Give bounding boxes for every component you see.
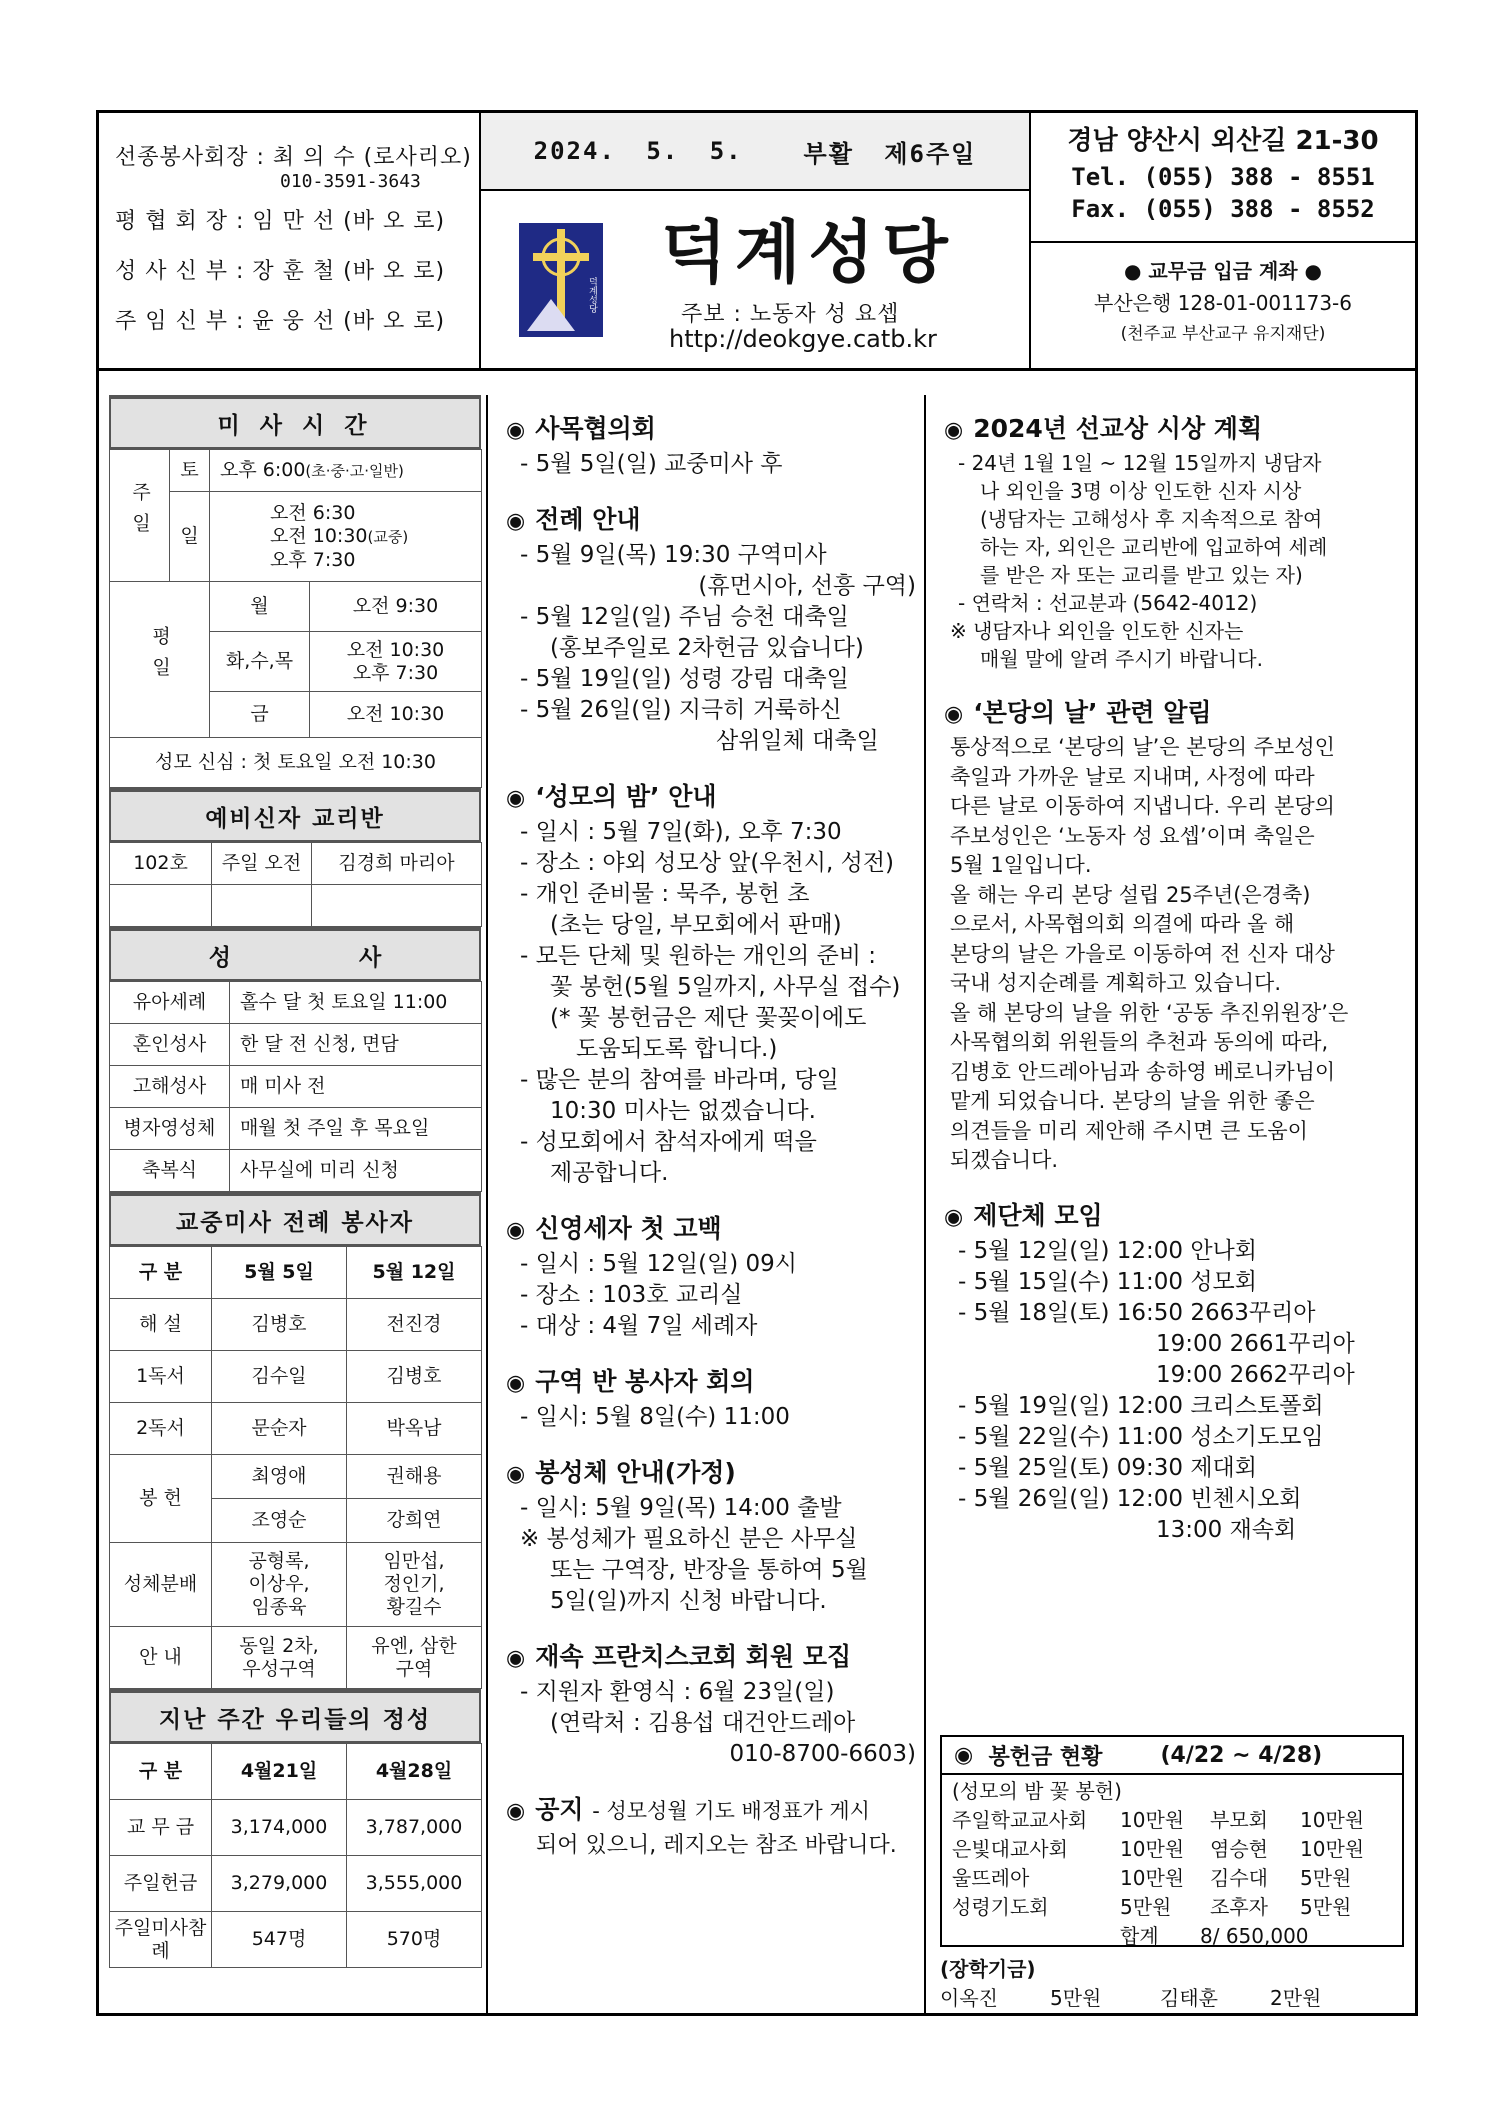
notice-line: 5월 1일입니다. — [950, 853, 1092, 877]
notice-line: - 개인 준비물 : 묵주, 봉헌 초 — [520, 881, 810, 907]
server-name: 전진경 — [347, 1299, 482, 1351]
notice-line: 본당의 날은 가을로 이동하여 전 신자 대상 — [950, 941, 1335, 966]
notice-line: (냉담자는 고해성사 후 지속적으로 참여 — [980, 507, 1323, 531]
server-name: 최영애 — [212, 1455, 347, 1499]
server-name: 문순자 — [212, 1403, 347, 1455]
notice-title: ◉ 사목협의회 — [506, 414, 656, 443]
notice-line: 19:00 2662꾸리아 — [1156, 1361, 1355, 1388]
sacrament-name: 축복식 — [110, 1150, 230, 1192]
catechumen-table — [109, 842, 482, 927]
notice-line: 10:30 미사는 없겠습니다. — [550, 1098, 816, 1124]
notice-title: ◉ 제단체 모임 — [944, 1200, 1103, 1230]
right-column — [928, 395, 1415, 2010]
sacrament-desc: 매 미사 전 — [230, 1066, 482, 1108]
offering-value: 570명 — [347, 1912, 482, 1968]
notice-title: ◉ 전례 안내 — [506, 505, 641, 534]
donations-body — [942, 1775, 1402, 1951]
staff-row: 성 사 신 부 : 장 훈 철 (바 오 로) — [115, 259, 446, 284]
notice-line: - 5월 18일(토) 16:50 2663꾸리아 — [958, 1299, 1316, 1326]
offering-label: 주일헌금 — [110, 1856, 212, 1912]
notice-title: ◉ ‘성모의 밤’ 안내 — [506, 782, 717, 811]
notice-line: 되겠습니다. — [950, 1148, 1059, 1172]
sacraments-table — [109, 981, 482, 1192]
weekday-day: 화,수,목 — [210, 632, 310, 692]
scholarship-box — [940, 1955, 1404, 2013]
notice-mission-award — [944, 411, 1415, 673]
sunday-day-label: 일 — [170, 492, 210, 582]
bank-title: ● 교무금 입금 계좌 ● — [1124, 259, 1322, 283]
notice-announcement — [506, 1792, 924, 1861]
notice-line: 나 외인을 3명 이상 인도한 신자 시상 — [980, 479, 1302, 503]
left-column — [109, 395, 481, 1968]
weekday-day: 월 — [210, 582, 310, 632]
notice-line: 매월 말에 알려 주시기 바랍니다. — [980, 647, 1263, 671]
notice-line: 맡게 되었습니다. 본당의 날을 위한 좋은 — [950, 1089, 1315, 1113]
notice-line: - 일시: 5월 8일(수) 11:00 — [520, 1404, 790, 1430]
notice-line: (연락처 : 김용섭 대건안드레아 — [550, 1710, 856, 1736]
notice-district-meeting — [506, 1364, 924, 1433]
notice-line: - 24년 1월 1일 ~ 12월 15일까지 냉담자 — [958, 451, 1322, 475]
scholarship-title: (장학기금) — [940, 1957, 1036, 1981]
bank-block — [1031, 243, 1415, 349]
donation-row: 주일학교교사회 10만원 부모회 10만원 — [952, 1808, 1365, 1832]
donation-total: 합계 8/ 650,000 — [1120, 1924, 1309, 1948]
date-bar — [481, 113, 1029, 191]
notice-line: 다른 날로 이동하여 지냅니다. 우리 본당의 — [950, 794, 1335, 818]
notice-line: - 연락처 : 선교분과 (5642-4012) — [958, 591, 1258, 615]
notice-line: 사목협의회 위원들의 추천과 동의에 따라, — [950, 1030, 1329, 1054]
server-names: 공형록, 이상우, 임종육 — [212, 1543, 347, 1627]
weekday-time: 오전 10:30 — [310, 692, 482, 738]
contact-box — [1031, 113, 1415, 368]
server-names: 임만섭, 정인기, 황길수 — [347, 1543, 482, 1627]
notice-line: 올 해는 우리 본당 설립 25주년(은경축) — [950, 882, 1311, 907]
servers-header: 5월 5일 — [212, 1247, 347, 1299]
fax: Fax. (055) 388 - 8552 — [1071, 195, 1375, 223]
notice-title: ◉ 봉성체 안내(가정) — [506, 1458, 736, 1487]
notice-line: - 5월 12일(일) 주님 승천 대축일 — [520, 604, 849, 630]
weekday-time: 오전 10:30 오후 7:30 — [310, 632, 482, 692]
servers-table — [109, 1246, 482, 1689]
server-names: 동일 2차, 우성구역 — [212, 1627, 347, 1689]
sacrament-desc: 사무실에 미리 신청 — [230, 1150, 482, 1192]
staff-row: 주 임 신 부 : 윤 웅 선 (바 오 로) — [115, 309, 446, 334]
sacraments-title: 성 사 — [109, 927, 481, 981]
offering-label: 주일미사참례 — [110, 1912, 212, 1968]
notice-line: - 일시: 5월 9일(목) 14:00 출발 — [520, 1495, 842, 1521]
server-name: 권해용 — [347, 1455, 482, 1499]
server-name: 김병호 — [347, 1351, 482, 1403]
notice-line: - 5월 19일(일) 성령 강림 대축일 — [520, 666, 849, 692]
notice-line: 통상적으로 ‘본당의 날’은 본당의 주보성인 — [950, 735, 1335, 759]
notice-line: 삼위일체 대축일 — [716, 728, 879, 754]
offerings-table — [109, 1743, 482, 1968]
notice-line: 19:00 2661꾸리아 — [1156, 1330, 1355, 1357]
address: 경남 양산시 외산길 21-30 — [1067, 126, 1379, 156]
mass-times-title: 미 사 시 간 — [109, 395, 481, 449]
notice-line: - 모든 단체 및 원하는 개인의 준비 : — [520, 943, 877, 969]
scholarship-row: 이옥진 5만원 김태훈 2만원 — [940, 1986, 1322, 2010]
sacrament-desc: 매월 첫 주일 후 목요일 — [230, 1108, 482, 1150]
middle-column — [486, 395, 926, 2016]
servers-header: 구 분 — [110, 1247, 212, 1299]
notice-liturgy — [506, 502, 924, 757]
donation-subtitle: (성모의 밤 꽃 봉헌) — [952, 1779, 1122, 1803]
server-role: 성체분배 — [110, 1543, 212, 1627]
donation-row: 성령기도회 5만원 조후자 5만원 — [952, 1895, 1352, 1919]
notice-line: - 장소 : 103호 교리실 — [520, 1282, 743, 1308]
sacrament-desc: 한 달 전 신청, 면담 — [230, 1024, 482, 1066]
catechumen-teacher: 김경희 마리아 — [312, 843, 482, 885]
weekday-time: 오전 9:30 — [310, 582, 482, 632]
donations-header: ◉ 봉헌금 현황 (4/22 ~ 4/28) — [942, 1737, 1402, 1775]
server-name: 김수일 — [212, 1351, 347, 1403]
address-block — [1031, 113, 1415, 243]
notice-line: 하는 자, 외인은 교리반에 입교하여 세례 — [980, 535, 1328, 559]
notice-franciscan — [506, 1639, 924, 1770]
server-role: 안 내 — [110, 1627, 212, 1689]
notice-line: 으로서, 사목협의회 의결에 따라 올 해 — [950, 912, 1295, 936]
notice-line: 010-8700-6603) — [729, 1741, 916, 1767]
liturgical-day: 부활 제6주일 — [803, 139, 977, 168]
header — [99, 113, 1415, 371]
donations-box — [940, 1735, 1404, 1947]
notice-line: 국내 성지순례를 계획하고 있습니다. — [950, 971, 1281, 995]
bulletin-page — [96, 110, 1418, 2016]
notice-line: - 일시 : 5월 7일(화), 오후 7:30 — [520, 819, 842, 845]
servers-header: 5월 12일 — [347, 1247, 482, 1299]
server-name: 박옥남 — [347, 1403, 482, 1455]
sunday-masses: 오전 6:30 오전 10:30(교중) 오후 7:30 — [210, 492, 482, 582]
notice-line: 13:00 재속회 — [1156, 1516, 1297, 1543]
notice-line: 또는 구역장, 반장을 통하여 5월 — [550, 1557, 868, 1583]
title-box — [481, 113, 1031, 368]
weekday-label: 평일 — [110, 582, 210, 738]
catechumen-room: 102호 — [110, 843, 212, 885]
notice-line: - 5월 26일(일) 지극히 거룩하신 — [520, 697, 842, 723]
notice-line: (* 꽃 봉헌금은 제단 꽃꽂이에도 — [550, 1005, 867, 1031]
notice-line: (초는 당일, 부모회에서 판매) — [550, 912, 842, 938]
catechumen-title: 예비신자 교리반 — [109, 788, 481, 842]
offering-value: 3,555,000 — [347, 1856, 482, 1912]
notice-line: - 많은 분의 참여를 바라며, 당일 — [520, 1067, 839, 1093]
notice-line: - 5월 15일(수) 11:00 성모회 — [958, 1268, 1257, 1295]
notice-parish-day — [944, 695, 1415, 1176]
saturday-mass: 오후 6:00(초·중·고·일반) — [210, 450, 482, 492]
notice-line: 올 해 본당의 날을 위한 ‘공동 추진위원장’은 — [950, 1000, 1349, 1025]
notice-title: ◉ 2024년 선교상 시상 계획 — [944, 414, 1263, 443]
notice-line: 되어 있으니, 레지오는 참조 바랍니다. — [536, 1833, 897, 1858]
notice-line: 꽃 봉헌(5월 5일까지, 사무실 접수) — [550, 974, 901, 1000]
notice-line: 도움되도록 합니다.) — [576, 1036, 778, 1062]
offering-value: 3,787,000 — [347, 1800, 482, 1856]
servers-title: 교중미사 전례 봉사자 — [109, 1192, 481, 1246]
bank-owner: (천주교 부산교구 유지재단) — [1120, 324, 1326, 344]
notice-title: ◉ ‘본당의 날’ 관련 알림 — [944, 698, 1212, 727]
notice-first-confession — [506, 1211, 924, 1342]
offerings-header: 4월28일 — [347, 1744, 482, 1800]
catechumen-time: 주일 오전 — [212, 843, 312, 885]
notice-marian-night — [506, 779, 924, 1189]
server-role: 봉 헌 — [110, 1455, 212, 1543]
notice-line: - 5월 26일(일) 12:00 빈첸시오회 — [958, 1485, 1302, 1512]
notice-pastoral-council — [506, 411, 924, 480]
mass-times-table — [109, 449, 482, 788]
notice-line: 축일과 가까운 날로 지내며, 사정에 따라 — [950, 764, 1315, 789]
website-url[interactable]: http://deokgye.catb.kr — [669, 325, 937, 353]
notice-line: - 5월 9일(목) 19:30 구역미사 — [520, 542, 827, 568]
sacrament-name: 유아세례 — [110, 982, 230, 1024]
staff-row: 선종봉사회장 : 최 의 수 (로사리오) — [115, 145, 472, 170]
offerings-header: 구 분 — [110, 1744, 212, 1800]
notice-line: - 장소 : 야외 성모상 앞(우천시, 성전) — [520, 850, 895, 876]
offerings-title: 지난 주간 우리들의 정성 — [109, 1689, 481, 1743]
notice-line: - 5월 19일(일) 12:00 크리스토폴회 — [958, 1392, 1324, 1419]
sacrament-desc: 홀수 달 첫 토요일 11:00 — [230, 982, 482, 1024]
notice-title: ◉ 재속 프란치스코회 회원 모집 — [506, 1642, 852, 1671]
notice-line: - 5월 12일(일) 12:00 안나회 — [958, 1237, 1257, 1264]
offering-label: 교 무 금 — [110, 1800, 212, 1856]
offerings-header: 4월21일 — [212, 1744, 347, 1800]
logo-caption: 덕계성당 — [587, 277, 597, 313]
donation-row: 은빛대교사회 10만원 염승현 10만원 — [952, 1837, 1365, 1861]
notice-title: ◉ 신영세자 첫 고백 — [506, 1214, 722, 1243]
saturday-label: 토 — [170, 450, 210, 492]
sunday-label: 주일 — [110, 450, 170, 582]
church-name: 덕계성당 — [661, 214, 956, 293]
notice-home-communion — [506, 1455, 924, 1617]
server-name: 조영순 — [212, 1499, 347, 1543]
server-role: 해 설 — [110, 1299, 212, 1351]
notice-line: ※ 냉담자나 외인을 인도한 신자는 — [950, 619, 1244, 643]
bank-account: 부산은행 128-01-001173-6 — [1094, 291, 1352, 315]
donation-row: 울뜨레아 10만원 김수대 5만원 — [952, 1866, 1352, 1890]
offering-value: 547명 — [212, 1912, 347, 1968]
weekday-day: 금 — [210, 692, 310, 738]
offering-value: 3,279,000 — [212, 1856, 347, 1912]
bulletin-date: 2024. 5. 5. — [533, 137, 743, 165]
president-phone: 010-3591-3643 — [280, 171, 421, 192]
server-role: 1독서 — [110, 1351, 212, 1403]
notice-line: - 5월 22일(수) 11:00 성소기도모임 — [958, 1423, 1324, 1450]
notice-line: - 5월 25일(토) 09:30 제대회 — [958, 1454, 1257, 1481]
notice-line: (홍보주일로 2차헌금 있습니다) — [550, 635, 864, 661]
server-name: 김병호 — [212, 1299, 347, 1351]
server-role: 2독서 — [110, 1403, 212, 1455]
offering-value: 3,174,000 — [212, 1800, 347, 1856]
staff-row: 평 협 회 장 : 임 만 선 (바 오 로) — [115, 209, 446, 234]
notice-title: ◉ 구역 반 봉사자 회의 — [506, 1367, 755, 1396]
notice-line: - 지원자 환영식 : 6월 23일(일) — [520, 1679, 835, 1705]
marian-devotion: 성모 신심 : 첫 토요일 오전 10:30 — [110, 738, 482, 788]
sacrament-name: 고해성사 — [110, 1066, 230, 1108]
notice-line: 5일(일)까지 신청 바랍니다. — [550, 1588, 827, 1614]
notice-line: 김병호 안드레아님과 송하영 베로니카님이 — [950, 1059, 1336, 1084]
sacrament-name: 혼인성사 — [110, 1024, 230, 1066]
notice-title: ◉ 공지 - 성모성월 기도 배정표가 게시 — [506, 1795, 870, 1824]
server-names: 유엔, 삼한 구역 — [347, 1627, 482, 1689]
notice-line: 주보성인은 ‘노동자 성 요셉’이며 축일은 — [950, 823, 1315, 848]
server-name: 강희연 — [347, 1499, 482, 1543]
telephone: Tel. (055) 388 - 8551 — [1071, 163, 1375, 191]
notice-line: 의견들을 미리 제안해 주시면 큰 도움이 — [950, 1118, 1308, 1143]
notice-line: - 일시 : 5월 12일(일) 09시 — [520, 1251, 798, 1277]
notice-line: - 성모회에서 참석자에게 떡을 — [520, 1129, 817, 1155]
staff-box — [99, 113, 481, 368]
church-logo — [519, 223, 603, 337]
sacrament-name: 병자영성체 — [110, 1108, 230, 1150]
notice-group-meetings — [944, 1198, 1415, 1546]
notice-line: 제공합니다. — [550, 1160, 669, 1186]
notice-line: ※ 봉성체가 필요하신 분은 사무실 — [520, 1526, 858, 1552]
notice-line: - 5월 5일(일) 교중미사 후 — [520, 451, 783, 477]
notice-line: - 대상 : 4월 7일 세례자 — [520, 1313, 758, 1339]
patron-saint: 주보 : 노동자 성 요셉 — [681, 302, 900, 327]
notice-line: 를 받은 자 또는 교리를 받고 있는 자) — [980, 563, 1303, 587]
notice-line: (휴먼시아, 선흥 구역) — [698, 573, 916, 599]
